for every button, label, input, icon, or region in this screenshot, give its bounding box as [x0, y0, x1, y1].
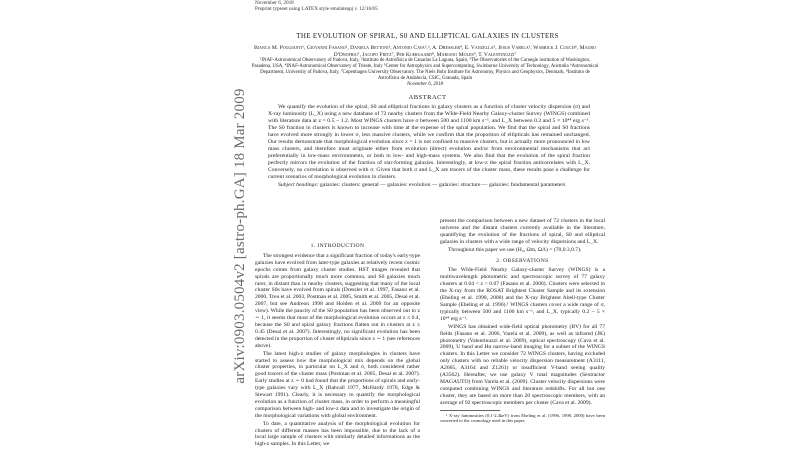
affiliation-text: ¹INAF-Astronomical Observatory of Padova, Italy, ²Instituto de Astrofísica de Canarias La Laguna, Spain, ³The Observatories of the Carnegie institution of Washington, Pasadena, USA, ⁴INAF-Astronomical Observatory of Trieste, Italy ⁵Center for Astrophysics and Supercomputing, Swinburne University of Technology, Australia ⁶Astronomical Department, University of Padova, Italy, ⁷Copenhagen University Observatory. The Niels Bohr Institute for Astronomy, Physics and Geophysics, Denmark, ⁸Instituto de Astrofísica de Andalucia, CSIC, Granada, Spain — [251, 58, 599, 81]
abstract-heading: ABSTRACT — [408, 94, 447, 101]
keywords-label: Subject headings: — [278, 181, 319, 188]
intro-continuation: present the comparison between a new dataset of 72 clusters in the local universe and the distant clusters currently available in the literature, quantifying the evolution of the fractions of spiral, S0 and elliptical galaxies in clusters with a wide range of velocity dispersions and L_X. — [440, 218, 605, 245]
right-column — [440, 218, 605, 423]
arxiv-stamp — [230, 88, 250, 384]
header-preprint-line: Preprint typeset using LATEX style emulateapj v. 12/16/05 — [255, 6, 378, 12]
footnote: ¹ X-ray luminosities (0.1-2.4keV) from Ebeling et al. (1996, 1998, 2000) have been converted to the cosmology used in this paper. — [440, 412, 605, 423]
intro-paragraph-2: The latest high-z studies of galaxy morphologies in clusters have started to assess how the morphological mix depends on the global cluster properties, in particular on L_X and σ, both considered rather good tracers of the cluster mass (Postman et al. 2005, Desai et al. 2007). Early studies at z ∼ 0 had found that the proportions of spirals and early-type galaxies vary with L_X (Bahcall 1977, McHardy 1978, Edge & Stewart 1991). Clearly, it is necessary to quantify the morphological evolution as a function of cluster mass, in order to perform a meaningful comparison between high- and low-z data and to investigate the origin of the morphological variations with global environment. — [255, 350, 420, 419]
subject-headings — [268, 182, 590, 189]
paper-title: THE EVOLUTION OF SPIRAL, S0 AND ELLIPTICAL GALAXIES IN CLUSTERS — [296, 32, 559, 40]
keywords-text: galaxies: clusters: general — galaxies: evolution — galaxies: structure — galaxies: fundamental parameters — [320, 181, 566, 188]
header-date: November 6, 2018 — [255, 0, 294, 6]
affiliations — [250, 58, 600, 88]
intro-paragraph-3: To date, a quantitative analysis of the morphological evolution for clusters of different masses has been impossible, due to the lack of a local large sample of clusters with similarly detailed informations as the high-z samples. In this Letter, we — [255, 420, 420, 448]
intro-paragraph-1: The strongest evidence that a significant fraction of today's early-type galaxies have evolved from later-type galaxies at relatively recent cosmic epochs comes from galaxy cluster studies. HST images revealed that spirals are proportionally much more common, and S0 galaxies much rarer, in distant than in nearby clusters, suggesting that many of the local cluster S0s have evolved from spirals (Dressler et al. 1997, Fasano et al. 2000, Treu et al. 2003, Postman et al. 2005, Smith et al. 2005, Desai et al. 2007, but see Andreon 1998 and Holden et al. 2009 for an opposite view). While the paucity of the S0 population has been observed out to z ∼ 1, it seems that most of the morphological evolution occurs at z ≤ 0.4, because the S0 and spiral galaxy fractions flatten out in clusters at z ≥ 0.45 (Desai et al. 2007). Interestingly, no significant evolution has been detected in the proportion of cluster ellipticals since z ∼ 1 (see references above). — [255, 252, 420, 349]
arxiv-id: arXiv:0903.0504v2 [astro-ph.GA] 18 Mar 2009 — [231, 88, 248, 384]
submission-date: November 6, 2018 — [407, 82, 443, 87]
author-list: Bianca M. Poggianti¹, Giovanni Fasano¹, Daniela Bettoni¹, Antonio Cava²,³, A. Dressler⁴, E. Vanzella⁵, Jesus Varela¹, Warrick J. Couch⁶, Mauro D'Onofrio⁷, Jacopo Fritz⁷, Per Kjærgaard⁸, Mariano Moles⁹, T. Valentinuzzi⁷ — [254, 45, 596, 58]
section-heading-introduction: 1. INTRODUCTION — [310, 243, 365, 249]
page-header — [255, 0, 378, 12]
section-heading-observations: 2. OBSERVATIONS — [496, 257, 549, 264]
observations-paragraph-2: WINGS has obtained wide-field optical photometry (BV) for all 77 fields (Fasano et al. 2006, Varela et al. 2009), as well as infrared (JK) photometry (Valentinuzzi et al. 2009), optical spectroscopy (Cava et al. 2009), U band and Hα narrow-band imaging for a subset of the WINGS clusters. In this Letter we consider 72 WINGS clusters, having excluded only clusters with no reliable velocity dispersion measurement (A3111, A2665, A3164 and Z1261) or insufficient V-band seeing quality (A3562). Hereafter, we use galaxy V total magnitudes (Sextractor MAGAUTO) from Varela et al. (2009). Cluster velocity dispersions were computed combining WINGS and literature redshifts. For all but one cluster, they are based on more than 20 spectroscopic members, with an average of 92 spectroscopic members per cluster (Cava et al. 2009). — [440, 323, 605, 406]
left-column — [255, 243, 420, 448]
cosmology-note: Throughout this paper we use (H₀, Ωm, ΩΛ) = (70,0.3,0.7). — [448, 246, 582, 253]
observations-paragraph-1: The WIde-Field Nearby Galaxy-cluster Survey (WINGS) is a multiwavelength photometric and spectroscopic survey of 77 galaxy clusters at 0.04 < z < 0.07 (Fasano et al. 2006). Clusters were selected in the X-ray from the ROSAT Brightest Cluster Sample and its extension (Ebeling et al. 1998, 2000) and the X-ray Brightest Abell-type Cluster Sample (Ebeling et al. 1996).¹ WINGS clusters cover a wide range of σ, typically between 500 and 1100 km s⁻¹, and L_X, typically 0.2 − 5 × 10⁴⁴ erg s⁻¹. — [440, 267, 605, 322]
abstract-text: We quantify the evolution of the spiral, S0 and elliptical fractions in galaxy clusters as a function of cluster velocity dispersion (σ) and X-ray luminosity (L_X) using a new database of 72 nearby clusters from the WIde-Field Nearby Galaxy-cluster Survey (WINGS) combined with literature data at z = 0.5 − 1.2. Most WINGS clusters have σ between 500 and 1100 km s⁻¹, and L_X between 0.2 and 5 × 10⁴⁴ erg s⁻¹. The S0 fraction in clusters is known to increase with time at the expense of the spiral population. We find that the spiral and S0 fractions have evolved more strongly in lower σ, less massive clusters, while we confirm that the proportion of ellipticals has remained unchanged. Our results demonstrate that morphological evolution since z = 1 is not confined to massive clusters, but is actually more pronounced in low mass clusters, and therefore must originate either from evolution (direct) evolution and/or from environmental mechanisms that act preferentially in low-mass environments, or both in low- and high-mass systems. We also find that the evolution of the spiral fraction perfectly mirrors the evolution of the fraction of star-forming galaxies. Interestingly, at low-z the spiral fraction anticorrelates with L_X. Conversely, no correlation is observed with σ. Given that both σ and L_X are tracers of the cluster mass, these results pose a challenge for current scenarios of morphological evolution in clusters. — [268, 104, 590, 181]
abstract — [268, 104, 590, 189]
